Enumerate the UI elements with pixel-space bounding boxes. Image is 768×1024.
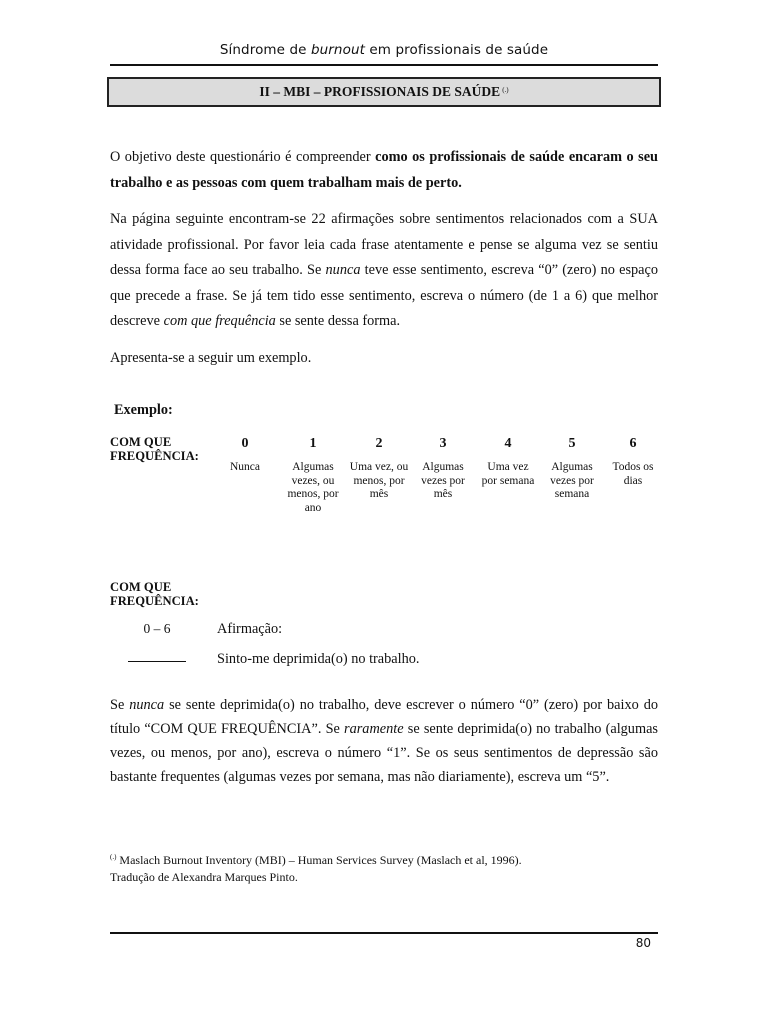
scale-value: 6 — [629, 436, 637, 451]
running-header-italic: burnout — [310, 42, 365, 58]
instructions-text-1: Na página seguinte encontram-se 22 afirmações sobre sentimentos relacionados com a SUA atividade profissional. Por favor leia cada frase atentamente e pense se alguma vez se sentiu dessa forma face ao seu trabalho. Se — [110, 211, 658, 278]
scale-label: Algumas vezes por semana — [550, 461, 594, 500]
example-intro: Apresenta-se a seguir um exemplo. — [110, 350, 312, 366]
instructions-paragraph — [110, 207, 658, 335]
running-header — [110, 42, 658, 58]
scale-value: 5 — [568, 436, 576, 451]
scale-label: Uma vez, ou menos, por mês — [349, 461, 409, 500]
running-header-text: Síndrome de — [219, 42, 311, 58]
explanation-italic-1: nunca — [129, 697, 165, 713]
explanation-text-1: Se — [110, 697, 130, 713]
scale-column-0 — [215, 436, 275, 475]
explanation-italic-2: raramente — [344, 721, 404, 737]
scale-label: Nunca — [229, 461, 260, 473]
statement-header: Afirmação: — [217, 621, 283, 637]
scale-column-1 — [281, 436, 345, 515]
intro-text: O objetivo deste questionário é compreender — [110, 149, 376, 165]
page-number: 80 — [635, 936, 651, 950]
intro-bold-text: como os profissionais de saúde encaram o seu trabalho e as pessoas com quem trabalham mais de perto. — [110, 149, 658, 191]
scale-label: Algumas vezes por mês — [421, 461, 465, 500]
frequency-label-line-2: FREQUÊNCIA: — [110, 594, 199, 608]
scale-label: Uma vez por semana — [481, 461, 535, 487]
running-header-text-end: em profissionais de saúde — [365, 42, 549, 58]
scale-value: 0 — [241, 436, 249, 451]
scale-label: Algumas vezes, ou menos, por ano — [287, 461, 339, 514]
scale-value: 1 — [309, 436, 317, 451]
example-statement: Sinto-me deprimida(o) no trabalho. — [217, 651, 420, 667]
section-title-box — [107, 77, 661, 107]
footnote-line-2: Tradução de Alexandra Marques Pinto. — [110, 870, 298, 884]
scale-column-4 — [481, 436, 535, 488]
instructions-text-3: se sente dessa forma. — [275, 313, 401, 329]
scale-value: 2 — [375, 436, 383, 451]
frequency-label-line-2: FREQUÊNCIA: — [110, 449, 199, 463]
example-frequency-label — [110, 435, 199, 463]
explanation-paragraph — [110, 693, 658, 789]
scale-column-6 — [609, 436, 657, 488]
scale-column-3 — [414, 436, 472, 502]
intro-paragraph — [110, 145, 658, 196]
footnote-text: Maslach Burnout Inventory (MBI) – Human Services Survey (Maslach et al, 1996). — [116, 853, 522, 867]
footnote-line-1 — [110, 849, 522, 869]
explanation-text-3: se sente deprimida(o) no trabalho (algumas vezes, ou menos, por ano), escreva o número “1”. Se os seus sentimentos de depressão são bastante frequentes (algumas vezes por semana, mas não diariamente), escreva um “5”. — [110, 721, 658, 785]
instructions-italic-1: nunca — [325, 262, 361, 278]
answer-blank-line[interactable] — [128, 661, 186, 662]
header-rule — [110, 64, 658, 66]
footnote — [110, 849, 522, 886]
answer-frequency-label — [110, 580, 199, 608]
scale-column-5 — [543, 436, 601, 502]
frequency-label-line-1: COM QUE — [110, 580, 172, 594]
scale-value: 4 — [504, 436, 512, 451]
instructions-italic-2: com que frequência — [163, 313, 276, 329]
footnote-marker: (.) — [502, 86, 509, 94]
scale-column-2 — [349, 436, 409, 502]
frequency-label-line-1: COM QUE — [110, 435, 172, 449]
footnote-marker: (.) — [110, 853, 117, 861]
example-label: Exemplo: — [114, 402, 173, 418]
footer-rule — [110, 932, 658, 934]
scale-value: 3 — [439, 436, 447, 451]
scale-label: Todos os dias — [612, 461, 654, 487]
instructions-text-2: teve esse sentimento, escreva “0” (zero) no espaço que precede a frase. Se já tem tido esse sentimento, escreva o número (de 1 a 6) que melhor descreve — [110, 262, 658, 329]
explanation-text-2: se sente deprimida(o) no trabalho, deve escrever o número “0” (zero) por baixo do título “COM QUE FREQUÊNCIA”. Se — [110, 697, 658, 737]
section-title: II – MBI – PROFISSIONAIS DE SAÚDE — [259, 84, 501, 99]
answer-range: 0 – 6 — [143, 621, 171, 636]
